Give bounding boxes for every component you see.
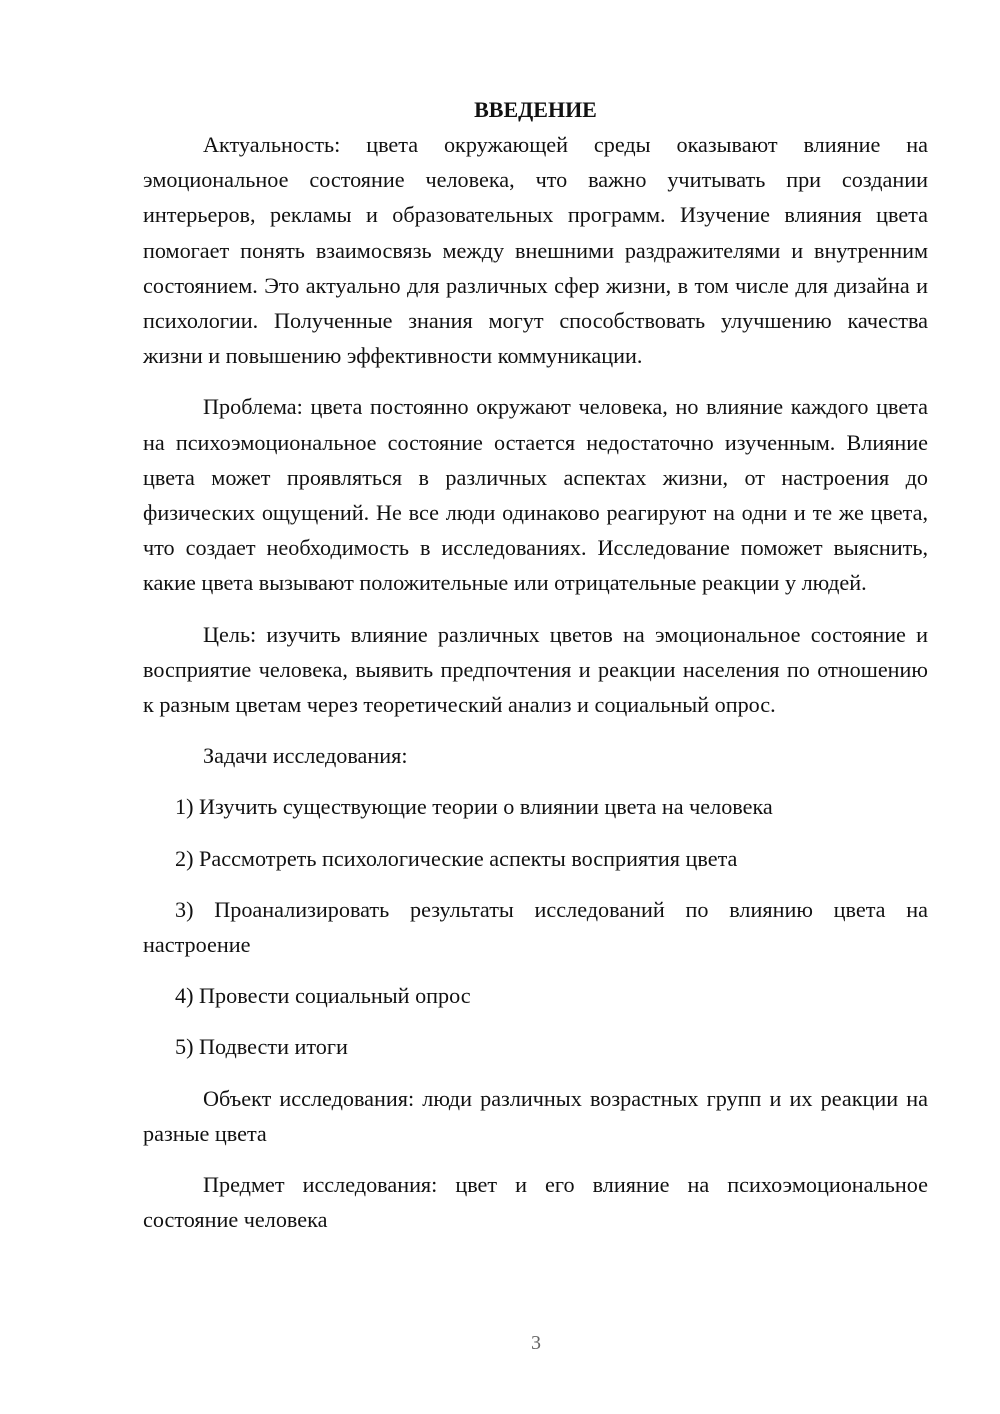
tasks-heading: Задачи исследования: — [203, 743, 408, 769]
task-item-5: 5) Подвести итоги — [175, 1034, 348, 1060]
document-body — [143, 92, 928, 1237]
task-item-3: 3) Проанализировать результаты исследований по влиянию цвета на настроение — [143, 896, 928, 958]
page-title: ВВЕДЕНИЕ — [474, 97, 597, 122]
object-paragraph: Объект исследования: люди различных возрастных групп и их реакции на разные цвета — [143, 1085, 928, 1146]
relevance-paragraph: Актуальность: цвета окружающей среды оказывают влияние на эмоциональное состояние человека, что важно учитывать при создании интерьеров, рекламы и образовательных программ. Изучение влияния цвета помогает понять взаимосвязь между внешними раздражителями и внутренним состоянием. Это актуально для различных сфер жизни, в том числе для дизайна и психологии. Полученные знания могут способствовать улучшению качества жизни и повышению эффективности коммуникации. — [143, 132, 928, 369]
problem-paragraph: Проблема: цвета постоянно окружают человека, но влияние каждого цвета на психоэмоциональное состояние остается недостаточно изученным. Влияние цвета может проявляться в различных аспектах жизни, от настроения до физических ощущений. Не все люди одинаково реагируют на одни и те же цвета, что создает необходимость в исследованиях. Исследование поможет выяснить, какие цвета вызывают положительные или отрицательные реакции у людей. — [143, 394, 928, 596]
task-item-2: 2) Рассмотреть психологические аспекты восприятия цвета — [175, 845, 738, 871]
goal-paragraph: Цель: изучить влияние различных цветов на эмоциональное состояние и восприятие человека, выявить предпочтения и реакции населения по отношению к разным цветам через теоретический анализ и социальный опрос. — [143, 621, 928, 718]
page-number: 3 — [531, 1332, 541, 1354]
task-item-4: 4) Провести социальный опрос — [175, 983, 471, 1009]
subject-paragraph: Предмет исследования: цвет и его влияние на психоэмоциональное состояние человека — [143, 1172, 928, 1233]
task-item-1: 1) Изучить существующие теории о влиянии цвета на человека — [175, 794, 773, 820]
